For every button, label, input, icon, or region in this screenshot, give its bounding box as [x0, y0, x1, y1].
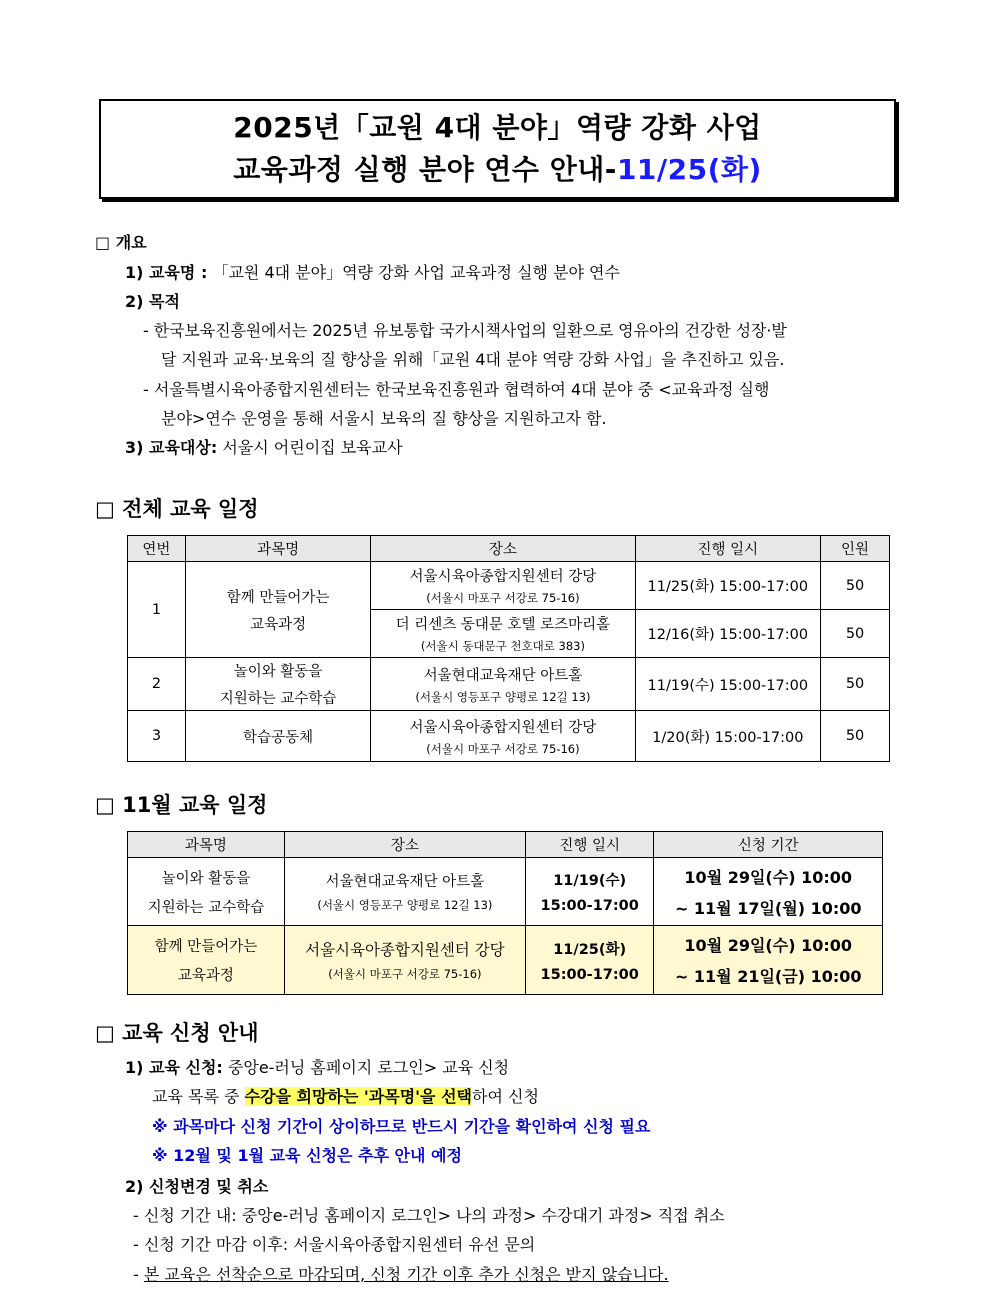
change-line-3: [133, 1262, 669, 1285]
table-header-row: [128, 536, 890, 562]
row-place: [284, 858, 525, 926]
place-name: 더 리센츠 동대문 호텔 로즈마리홀: [395, 617, 611, 633]
apply-heading: □ 교육 신청 안내: [95, 1021, 259, 1045]
header-cell: 신청 기간: [654, 832, 883, 858]
header-cell: 연번: [128, 536, 186, 562]
row-course: [185, 562, 370, 658]
header-cell: 진행 일시: [635, 536, 821, 562]
row-period: [654, 926, 883, 995]
row-place: [371, 711, 635, 762]
date-line: 11/25(화): [553, 941, 627, 958]
row-capacity: 50: [821, 610, 890, 658]
table-header-row: [128, 832, 883, 858]
apply-line2-highlight: 수강을 희망하는 '과목명'을 선택: [244, 1087, 472, 1106]
row-course: 학습공동체: [185, 711, 370, 762]
apply-line2-post: 하여 신청: [471, 1087, 539, 1106]
title-line-2: [233, 149, 762, 191]
change-line-1: - 신청 기간 내: 중앙e-러닝 홈페이지 로그인> 나의 과정> 수강대기 과정> 직접 취소: [133, 1206, 725, 1225]
row-date: 12/16(화) 15:00-17:00: [635, 610, 821, 658]
purpose-2b: 분야>연수 운영을 통해 서울시 보육의 질 향상을 지원하고자 함.: [161, 409, 607, 428]
row-place: [284, 926, 525, 995]
table-row: [128, 926, 883, 995]
apply-item-1: [125, 1055, 509, 1078]
period-start: 10월 29일(수) 10:00: [684, 867, 853, 887]
row-date: [525, 926, 654, 995]
row-capacity: 50: [821, 658, 890, 711]
change3-dash: -: [133, 1265, 144, 1284]
overview-item-2: 2) 목적: [125, 292, 180, 311]
row-course: [128, 926, 285, 995]
apply-item1-label: 1) 교육 신청:: [125, 1058, 223, 1077]
row-capacity: 50: [821, 711, 890, 762]
period-end: ~ 11월 17일(월) 10:00: [674, 898, 862, 918]
title-line-1: 2025년「교원 4대 분야」역량 강화 사업: [233, 111, 762, 144]
course-line: 놀이와 활동을: [161, 870, 251, 887]
row-period: [654, 858, 883, 926]
overview-item-3: [125, 435, 403, 458]
period-start: 10월 29일(수) 10:00: [684, 936, 853, 955]
change3-text: 본 교육은 선착순으로 마감되며, 신청 기간 이후 추가 신청은 받지 않습니다.: [143, 1265, 669, 1284]
row-date: 1/20(화) 15:00-17:00: [635, 711, 821, 762]
row-capacity: 50: [821, 562, 890, 610]
schedule-all-table: [127, 535, 890, 762]
overview-heading: □ 개요: [95, 233, 147, 252]
purpose-1b: 달 지원과 교육·보육의 질 향상을 위해「교원 4대 분야 역량 강화 사업」을 추진하고 있음.: [161, 350, 785, 369]
place-name: 서울현대교육재단 아트홀: [325, 874, 485, 890]
place-address: (서울시 영등포구 양평로 12길 13): [317, 898, 493, 912]
table-row: [128, 858, 883, 926]
header-cell: 인원: [821, 536, 890, 562]
apply-note-1: ※ 과목마다 신청 기간이 상이하므로 반드시 기간을 확인하여 신청 필요: [152, 1117, 651, 1136]
date-line: 11/19(수): [553, 873, 627, 889]
apply-item-2: 2) 신청변경 및 취소: [125, 1177, 269, 1196]
purpose-2a: - 서울특별시육아종합지원센터는 한국보육진흥원과 협력하여 4대 분야 중 <교육과정 실행: [143, 380, 770, 399]
row-date: [525, 858, 654, 926]
course-line: 함께 만들어가는: [226, 589, 330, 606]
header-cell: 장소: [371, 536, 635, 562]
course-line: 놀이와 활동을: [233, 664, 323, 680]
row-place: [371, 610, 635, 658]
header-cell: 진행 일시: [525, 832, 654, 858]
row-no: 3: [128, 711, 186, 762]
course-line: 지원하는 교수학습: [219, 691, 337, 707]
purpose-1a: - 한국보육진흥원에서는 2025년 유보통합 국가시책사업의 일환으로 영유아의 건강한 성장·발: [143, 321, 787, 340]
course-line: 지원하는 교수학습: [147, 899, 265, 916]
course-line: 교육과정: [250, 616, 307, 633]
period-end: ~ 11월 21일(금) 10:00: [674, 967, 862, 986]
row-place: [371, 562, 635, 610]
row-no: 1: [128, 562, 186, 658]
place-name: 서울시육아종합지원센터 강당: [409, 719, 597, 736]
header-cell: 과목명: [128, 832, 285, 858]
table-row: [128, 658, 890, 711]
place-address: (서울시 마포구 서강로 75-16): [426, 741, 580, 756]
row-course: [185, 658, 370, 711]
row-no: 2: [128, 658, 186, 711]
title-date: 11/25(화): [616, 153, 762, 186]
item1-value: 「교원 4대 분야」역량 강화 사업 교육과정 실행 분야 연수: [212, 263, 620, 282]
course-line: 교육과정: [177, 968, 234, 984]
table-row: [128, 562, 890, 610]
item1-label: 1) 교육명 :: [125, 263, 208, 282]
row-date: 11/25(화) 15:00-17:00: [635, 562, 821, 610]
item3-label: 3) 교육대상:: [125, 438, 218, 457]
schedule-all-heading: □ 전체 교육 일정: [95, 497, 259, 521]
header-cell: 장소: [284, 832, 525, 858]
row-place: [371, 658, 635, 711]
place-name: 서울시육아종합지원센터 강당: [409, 569, 597, 585]
item3-value: 서울시 어린이집 보육교사: [222, 438, 403, 457]
place-address: (서울시 동대문구 천호대로 383): [420, 639, 585, 653]
title-main: 교육과정 실행 분야 연수 안내-: [233, 153, 617, 186]
place-address: (서울시 마포구 서강로 75-16): [426, 591, 580, 605]
time-line: 15:00-17:00: [540, 898, 639, 914]
apply-item1-value: 중앙e-러닝 홈페이지 로그인> 교육 신청: [227, 1058, 510, 1077]
change-line-2: - 신청 기간 마감 이후: 서울시육아종합지원센터 유선 문의: [133, 1235, 536, 1254]
header-cell: 과목명: [185, 536, 370, 562]
place-address: (서울시 마포구 서강로 75-16): [328, 967, 482, 981]
place-address: (서울시 영등포구 양평로 12길 13): [415, 689, 591, 704]
course-line: 함께 만들어가는: [154, 939, 258, 955]
apply-line-2: [152, 1084, 539, 1107]
schedule-nov-heading: □ 11월 교육 일정: [95, 793, 268, 817]
row-date: 11/19(수) 15:00-17:00: [635, 658, 821, 711]
row-course: [128, 858, 285, 926]
apply-line2-pre: 교육 목록 중: [152, 1087, 245, 1106]
apply-note-2: ※ 12월 및 1월 교육 신청은 추후 안내 예정: [152, 1146, 462, 1165]
title-box: [99, 99, 896, 199]
place-name: 서울시육아종합지원센터 강당: [305, 941, 505, 959]
table-row: [128, 711, 890, 762]
overview-item-1: [125, 260, 620, 283]
schedule-nov-table: [127, 831, 883, 995]
place-name: 서울현대교육재단 아트홀: [423, 667, 583, 684]
time-line: 15:00-17:00: [540, 966, 639, 983]
